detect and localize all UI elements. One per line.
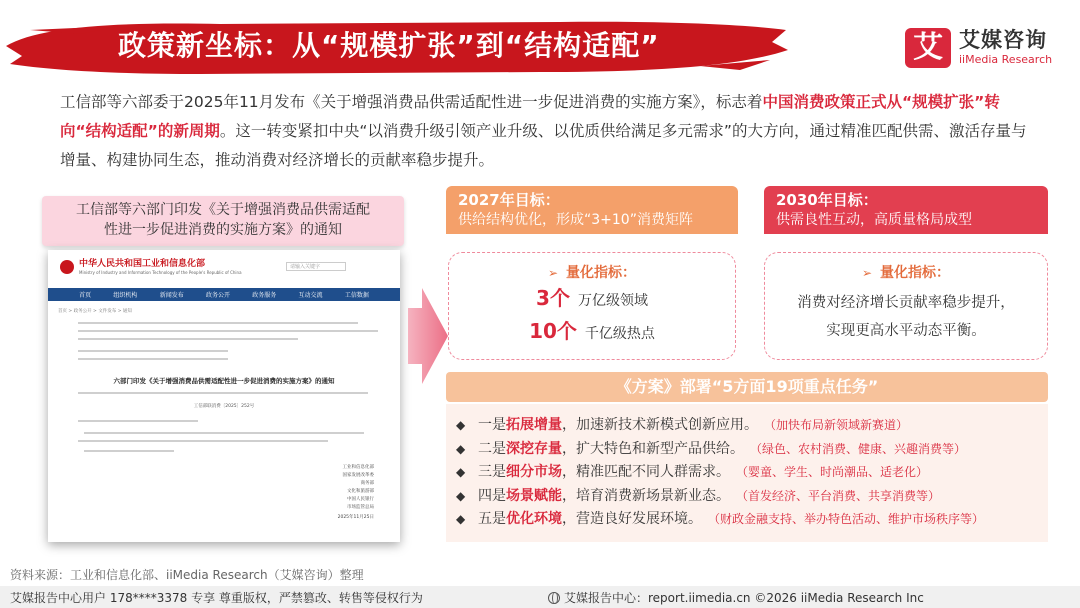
list-item bbox=[456, 414, 1040, 438]
doc-signature: 中国人民银行 bbox=[347, 497, 374, 502]
metric-row bbox=[449, 316, 735, 349]
task-text: ，培育消费新场景新业态。 bbox=[562, 487, 730, 504]
target-2027-title: 2027年目标： bbox=[458, 191, 560, 209]
doc-date: 2025年11月25日 bbox=[337, 515, 374, 520]
task-prefix: 一是 bbox=[478, 417, 506, 433]
plan-task-list bbox=[446, 404, 1048, 542]
doc-nav-item: 新闻发布 bbox=[159, 292, 184, 299]
doc-text-line bbox=[78, 338, 298, 340]
doc-title: 六部门印发《关于增强消费品供需适配性进一步促进消费的实施方案》的通知 bbox=[113, 377, 335, 385]
notice-caption-card bbox=[42, 196, 404, 246]
intro-text-1: 工信部等六部委于2025年11月发布《关于增强消费品供需适配性进一步促进消费的实施方案》，标志着 bbox=[60, 93, 763, 111]
doc-text-line bbox=[78, 358, 228, 360]
task-keyword: 深挖存量 bbox=[506, 440, 562, 457]
right-arrow-icon bbox=[408, 288, 448, 384]
task-text: ，扩大特色和新型产品供给。 bbox=[562, 440, 744, 457]
task-text: ，营造良好发展环境。 bbox=[562, 511, 702, 527]
list-item bbox=[456, 438, 1040, 462]
task-keyword: 拓展增量 bbox=[506, 417, 562, 433]
intro-paragraph bbox=[60, 88, 1040, 175]
target-2027-metrics bbox=[448, 252, 736, 360]
doc-nav-item: 工信数据 bbox=[344, 292, 369, 299]
metric-text: 千亿级热点 bbox=[584, 326, 655, 342]
task-prefix: 二是 bbox=[478, 440, 506, 457]
doc-breadcrumb: 首页 > 政务公开 > 文件发布 > 通知 bbox=[58, 309, 132, 314]
list-item bbox=[456, 485, 1040, 509]
target-2030-desc: 供需良性互动，高质量格局成型 bbox=[776, 212, 972, 228]
metric-label: 量化指标： bbox=[880, 265, 951, 281]
doc-signature: 文化和旅游部 bbox=[347, 489, 374, 494]
list-item bbox=[456, 508, 1040, 532]
diamond-bullet-icon: ◆ bbox=[456, 488, 466, 503]
task-keyword: 场景赋能 bbox=[506, 487, 562, 504]
footer-copyright-notice: 艾媒报告中心用户 178****3378 专享 尊重版权，严禁篡改、转售等侵权行为 bbox=[10, 591, 423, 605]
doc-nav-item: 首页 bbox=[79, 292, 92, 299]
logo-name-en: iiMedia Research bbox=[959, 53, 1053, 66]
doc-text-line bbox=[84, 432, 364, 434]
doc-signature: 市场监管总局 bbox=[347, 505, 374, 510]
diamond-bullet-icon: ◆ bbox=[456, 418, 466, 432]
source-note: 资料来源：工业和信息化部、iiMedia Research（艾媒咨询）整理 bbox=[10, 568, 364, 582]
doc-text-line bbox=[78, 350, 228, 352]
doc-nav-item: 政务公开 bbox=[205, 292, 230, 299]
target-2030-metrics bbox=[764, 252, 1048, 360]
metric-text: 消费对经济增长贡献率稳步提升， bbox=[797, 295, 1015, 311]
target-2027-desc: 供给结构优化，形成“3+10”消费矩阵 bbox=[458, 212, 693, 228]
task-note: （绿色、农村消费、健康、兴趣消费等） bbox=[750, 441, 967, 456]
doc-nav-item: 组织机构 bbox=[113, 292, 138, 299]
intro-highlight: 中国消费政策正式从“规模扩张”转向“结构适配”的新周期 bbox=[60, 93, 1000, 140]
page-title: 政策新坐标：从“规模扩张”到“结构适配” bbox=[118, 29, 660, 62]
task-note: （加快布局新领域新赛道） bbox=[764, 418, 909, 432]
metric-number: 10个 bbox=[529, 319, 577, 343]
list-item bbox=[456, 461, 1040, 485]
doc-nav-item: 互动交流 bbox=[298, 292, 323, 299]
target-2030-header bbox=[764, 186, 1048, 234]
logo-name-cn: 艾媒咨询 bbox=[959, 28, 1047, 52]
task-prefix: 四是 bbox=[478, 487, 506, 504]
notice-caption-line2: 性进一步促进消费的实施方案》的通知 bbox=[104, 222, 342, 238]
doc-nav-bar bbox=[48, 288, 400, 301]
doc-ministry-name-en: Ministry of Industry and Information Technology of the People's Republic of China bbox=[79, 270, 242, 275]
diamond-bullet-icon: ◆ bbox=[456, 465, 466, 479]
task-note: （首发经济、平台消费、共享消费等） bbox=[736, 488, 941, 503]
doc-text-line bbox=[78, 420, 198, 422]
task-keyword: 细分市场 bbox=[506, 464, 562, 480]
doc-signature: 工业和信息化部 bbox=[342, 465, 374, 470]
doc-text-line bbox=[84, 450, 174, 452]
target-2030-title: 2030年目标： bbox=[776, 191, 878, 209]
metric-number: 3个 bbox=[536, 286, 570, 310]
footer-site-info bbox=[548, 589, 924, 606]
task-prefix: 三是 bbox=[478, 464, 506, 480]
metric-label: 量化指标： bbox=[566, 265, 637, 281]
metric-row bbox=[449, 283, 735, 316]
doc-search-box: 请输入关键字 bbox=[286, 262, 346, 271]
metric-text: 万亿级领域 bbox=[577, 293, 648, 309]
task-prefix: 五是 bbox=[478, 511, 506, 527]
task-text: ，精准匹配不同人群需求。 bbox=[562, 464, 730, 480]
task-text: ，加速新技术新模式创新应用。 bbox=[562, 417, 758, 433]
doc-number: 工信部联消费〔2025〕252号 bbox=[193, 404, 255, 409]
doc-text-line bbox=[78, 392, 368, 394]
notice-caption-line1: 工信部等六部门印发《关于增强消费品供需适配 bbox=[76, 202, 370, 218]
doc-text-line bbox=[78, 330, 378, 332]
doc-signature: 国家发展改革委 bbox=[342, 473, 374, 478]
target-2027-header bbox=[446, 186, 738, 234]
doc-ministry-name: 中华人民共和国工业和信息化部 bbox=[79, 259, 206, 269]
logo-mark: 艾 bbox=[905, 28, 951, 68]
globe-icon bbox=[548, 592, 560, 604]
national-emblem-icon bbox=[60, 260, 74, 274]
arrow-bullet-icon: ➢ bbox=[861, 266, 873, 280]
doc-nav-item: 政务服务 bbox=[252, 292, 277, 299]
task-note: （婴童、学生、时尚潮品、适老化） bbox=[736, 465, 929, 479]
doc-text-line bbox=[78, 440, 328, 442]
policy-document-screenshot bbox=[48, 250, 400, 542]
task-keyword: 优化环境 bbox=[506, 511, 562, 527]
arrow-bullet-icon: ➢ bbox=[547, 266, 559, 280]
footer-site-text: 艾媒报告中心：report.iimedia.cn ©2026 iiMedia Research Inc bbox=[564, 591, 924, 605]
doc-text-line bbox=[78, 322, 358, 324]
plan-banner: 《方案》部署“5方面19项重点任务” bbox=[446, 372, 1048, 402]
task-note: （财政金融支持、举办特色活动、维护市场秩序等） bbox=[708, 512, 985, 526]
intro-text-2: 。这一转变紧扣中央“以消费升级引领产业升级、以优质供给满足多元需求”的大方向，通过精准匹配供需、激活存量与增量、构建协同生态，推动消费对经济增长的贡献率稳步提升。 bbox=[60, 122, 1027, 169]
diamond-bullet-icon: ◆ bbox=[456, 512, 466, 526]
brand-logo bbox=[905, 28, 1052, 68]
metric-text: 实现更高水平动态平衡。 bbox=[826, 323, 986, 339]
doc-signature: 商务部 bbox=[360, 481, 374, 486]
diamond-bullet-icon: ◆ bbox=[456, 441, 466, 456]
